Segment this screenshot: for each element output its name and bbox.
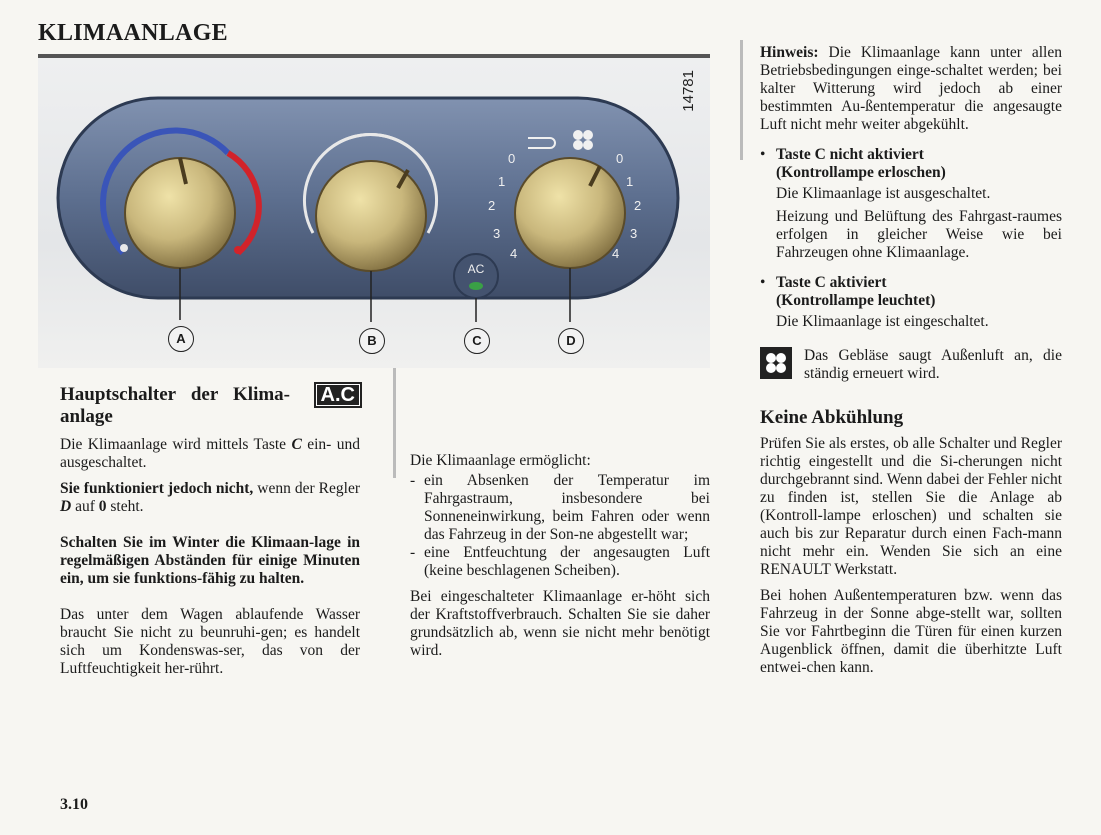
fan-note-text: Das Gebläse saugt Außenluft an, die ständig erneuert wird. bbox=[804, 347, 1062, 382]
hint-paragraph: Hinweis: Die Klimaanlage kann unter allen Betriebsbedingungen einge-schaltet werden; bei kalter Witterung wird jedoch ab einer bestimmten Au-ßentemperatur die angesaugte Luft nicht mehr weiter abgekühlt. bbox=[760, 44, 1062, 133]
fan-note bbox=[760, 347, 1062, 383]
ac-badge: A.C bbox=[316, 384, 360, 406]
paragraph: Die Klimaanlage wird mittels Taste C ein- und ausgeschaltet. bbox=[60, 436, 360, 471]
photo-number: 14781 bbox=[680, 70, 697, 112]
paragraph: Die Klimaanlage ermöglicht: bbox=[410, 452, 591, 469]
fan-scale-4-right: 4 bbox=[612, 246, 620, 261]
fan-scale-2-right: 2 bbox=[634, 198, 642, 213]
paragraph: Schalten Sie im Winter die Klimaan-lage in regelmäßigen Abständen für einige Minuten ein, um sie funktions-fähig zu halten. bbox=[60, 534, 360, 587]
page-title: KLIMAANLAGE bbox=[38, 20, 228, 46]
ac-button-label: AC bbox=[467, 262, 485, 276]
section-heading-main-switch: Hauptschalter der Klima-anlage bbox=[60, 384, 290, 427]
paragraph: Das unter dem Wagen ablaufende Wasser braucht Sie nicht zu beunruhi-gen; es handelt sich um Kondenswas-ser, das von der Luftfeuchtigkeit her-rührt. bbox=[60, 606, 360, 677]
paragraph: Sie funktioniert jedoch nicht, wenn der Regler D auf 0 steht. bbox=[60, 480, 360, 515]
fan-scale-4-left: 4 bbox=[510, 246, 518, 261]
list-item: - ein Absenken der Temperatur im Fahrgastraum, insbesondere bei Sonneneinwirkung, beim Fahren oder wenn das Fahrzeug in der Son-ne abgestellt war; bbox=[410, 472, 710, 544]
fan-scale-0-right: 0 bbox=[616, 151, 624, 166]
column-1 bbox=[60, 384, 360, 686]
column-divider bbox=[393, 368, 396, 478]
fan-scale-3-right: 3 bbox=[630, 226, 638, 241]
list-item: - eine Entfeuchtung der angesaugten Luft (keine beschlagenen Scheiben). bbox=[410, 544, 710, 580]
callout-b: B bbox=[359, 328, 385, 354]
page-number: 3.10 bbox=[60, 796, 88, 813]
control-panel-illustration bbox=[38, 58, 710, 368]
list-item: • Taste C aktiviert (Kontrollampe leuchtet) Die Klimaanlage ist eingeschaltet. bbox=[760, 274, 1062, 331]
ac-button bbox=[454, 254, 498, 298]
column-3 bbox=[760, 44, 1062, 685]
callout-a: A bbox=[168, 326, 194, 352]
paragraph: Bei hohen Außentemperaturen bzw. wenn das Fahrzeug in der Sonne abge-stellt war, sollten Sie vor Fahrtbeginn die Türen für einen kurzen Augenblick öffnen, damit die überhitzte Luft entwei-chen kann. bbox=[760, 587, 1062, 676]
column-divider bbox=[740, 40, 743, 160]
fan-scale-1-right: 1 bbox=[626, 174, 634, 189]
callout-d: D bbox=[558, 328, 584, 354]
fan-scale-2-left: 2 bbox=[488, 198, 496, 213]
section-heading-no-cooling: Keine Abkühlung bbox=[760, 407, 904, 428]
list-item: • Taste C nicht aktiviert (Kontrollampe erloschen) Die Klimaanlage ist ausgeschaltet. Heizung und Belüftung des Fahrgast-raumes erfolgen in gleicher Weise wie bei Fahrzeugen ohne Klimaanlage. bbox=[760, 146, 1062, 262]
fan-scale-1-left: 1 bbox=[498, 174, 506, 189]
status-list bbox=[760, 146, 1062, 331]
fan-scale-0-left: 0 bbox=[508, 151, 516, 166]
callout-c: C bbox=[464, 328, 490, 354]
feature-list bbox=[410, 472, 710, 580]
column-2 bbox=[410, 452, 710, 668]
paragraph: Prüfen Sie als erstes, ob alle Schalter und Regler richtig eingestellt und die Si-cherungen nicht durchgebrannt sind. Wenn dabei der Fehler nicht zu finden ist, stellen Sie die Anlage ab (Kontroll-lampe erloschen) und schalten sie auch bis zur Reparatur durch einen Fach-mann nicht mehr ein. Wenden Sie sich an eine RENAULT Werkstatt. bbox=[760, 435, 1062, 578]
ac-indicator-lamp bbox=[469, 282, 483, 290]
fan-scale-3-left: 3 bbox=[493, 226, 501, 241]
fan-icon bbox=[760, 347, 792, 379]
control-panel-photo bbox=[38, 58, 710, 368]
paragraph: Bei eingeschalteter Klimaanlage er-höht sich der Kraftstoffverbrauch. Schalten Sie sie daher grundsätzlich ab, wenn sie nicht mehr benötigt wird. bbox=[410, 588, 710, 659]
